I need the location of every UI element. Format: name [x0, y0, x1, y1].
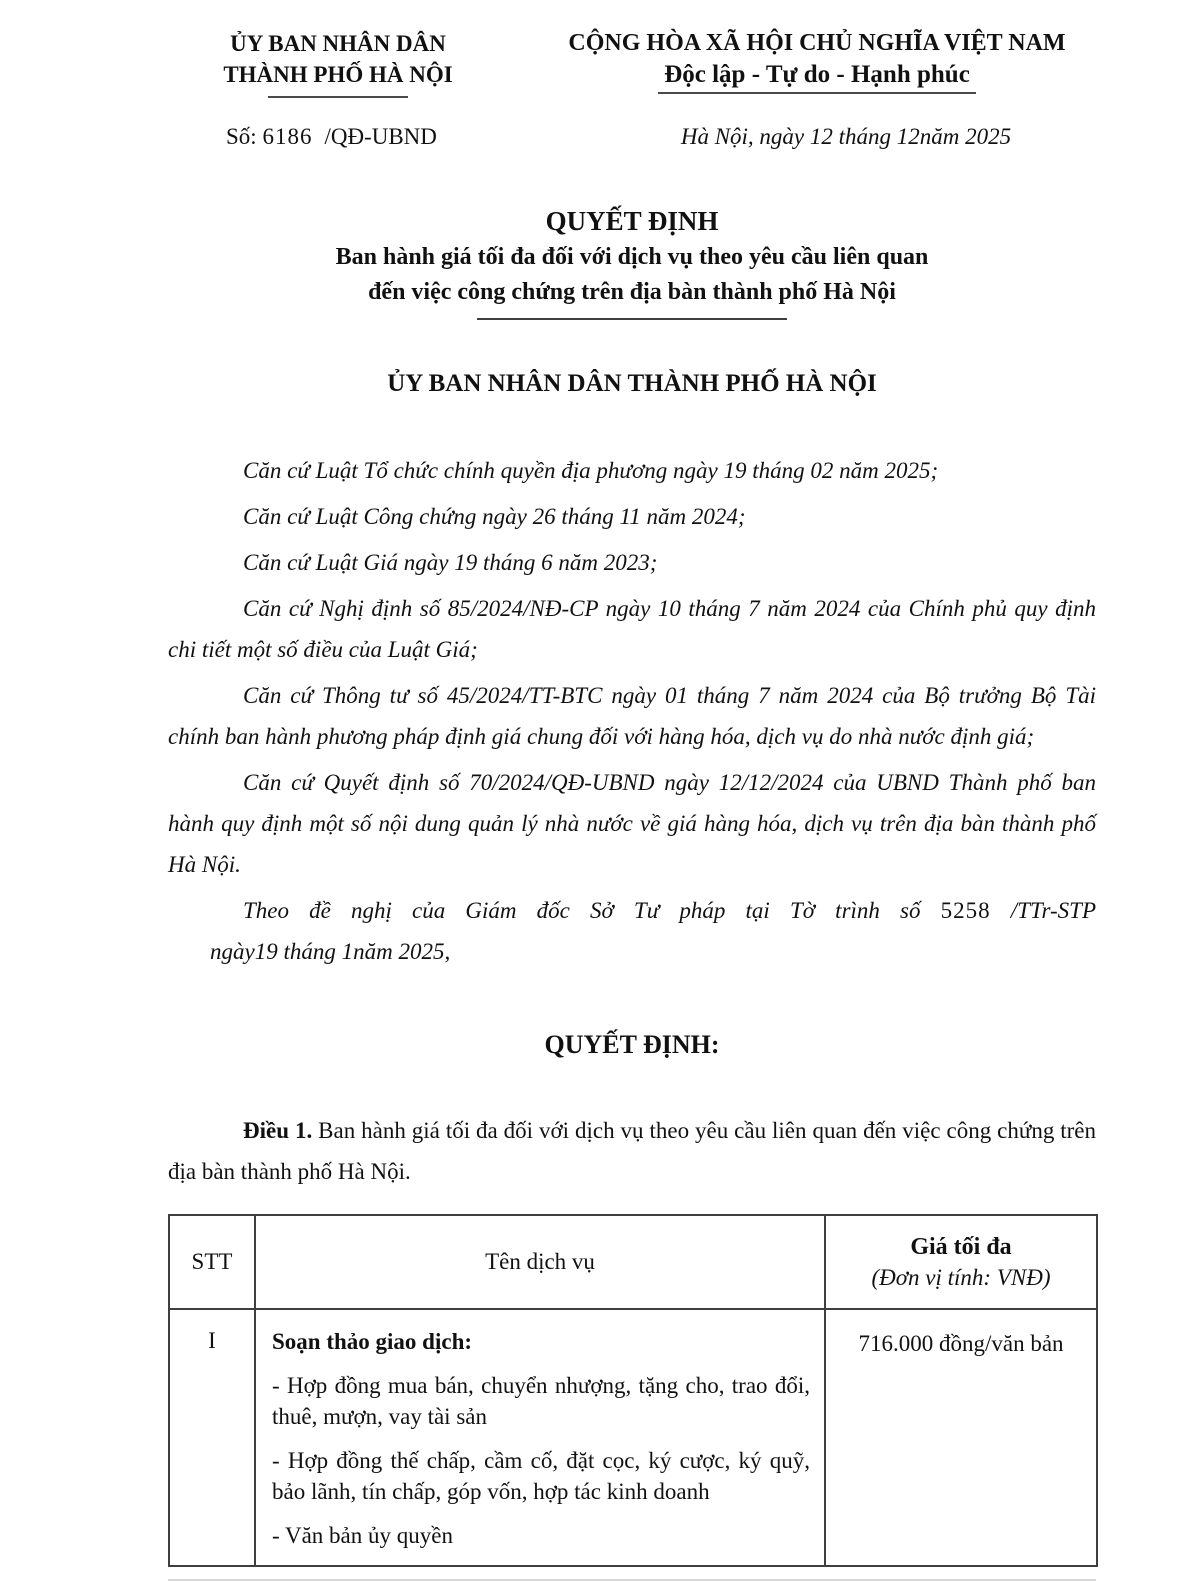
decision-subtitle-line-1: Ban hành giá tối đa đối với dịch vụ theo yêu cầu liên quan [335, 244, 929, 270]
row-service-cell [255, 1309, 825, 1566]
agency-name-line-2: THÀNH PHỐ HÀ NỘI [223, 62, 453, 87]
row-max-price: 716.000 đồng/văn bản [825, 1309, 1097, 1566]
recitals-section [168, 450, 1096, 972]
table-header-row [169, 1215, 1097, 1309]
republic-title: CỘNG HÒA XÃ HỘI CHỦ NGHĨA VIỆT NAM [568, 30, 1066, 56]
deciding-authority: ỦY BAN NHÂN DÂN THÀNH PHỐ HÀ NỘI [387, 370, 877, 397]
table-row [169, 1309, 1097, 1566]
recital-paragraph: Căn cứ Luật Công chứng ngày 26 tháng 11 năm 2024; [243, 504, 746, 529]
header-max-price-title: Giá tối đa [910, 1234, 1012, 1260]
header-service-name: Tên dịch vụ [255, 1215, 825, 1309]
document-number-suffix: /QĐ-UBND [324, 124, 437, 149]
decision-operative-heading: QUYẾT ĐỊNH: [544, 1030, 720, 1059]
place-date-month-label: tháng [832, 124, 897, 149]
agency-underline [268, 96, 408, 98]
document-number-value: 6186 [262, 124, 313, 149]
place-date-month: 12 [896, 124, 920, 149]
service-item: - Văn bản ủy quyền [272, 1523, 453, 1548]
national-motto: Độc lập - Tự do - Hạnh phúc [658, 61, 976, 94]
recital-paragraph: Căn cứ Nghị định số 85/2024/NĐ-CP ngày 10 tháng 7 năm 2024 của Chính phủ quy định chi tiết một số điều của Luật Giá; [168, 596, 1096, 662]
decision-subtitle-line-2: đến việc công chứng trên địa bàn thành phố Hà Nội [368, 279, 896, 305]
title-underline [477, 318, 787, 320]
article-1-label: Điều 1. [243, 1118, 313, 1143]
issuing-agency-block [168, 28, 508, 98]
document-content [168, 0, 1096, 1581]
recital-paragraph: Căn cứ Quyết định số 70/2024/QĐ-UBND ngày 12/12/2024 của UBND Thành phố ban hành quy định một số nội dung quản lý nhà nước về giá hàng hóa, dịch vụ trên địa bàn thành phố Hà Nội. [168, 770, 1096, 877]
proposal-day: 19 [254, 939, 278, 964]
masthead [168, 28, 1096, 98]
service-item: - Hợp đồng thế chấp, cầm cố, đặt cọc, ký cược, ký quỹ, bảo lãnh, tín chấp, góp vốn, hợp tác kinh doanh [272, 1448, 810, 1504]
header-max-price-unit: (Đơn vị tính: VNĐ) [871, 1265, 1051, 1290]
article-1-text: Ban hành giá tối đa đối với dịch vụ theo yêu cầu liên quan đến việc công chứng trên địa bàn thành phố Hà Nội. [168, 1118, 1097, 1184]
agency-name-line-1: ỦY BAN NHÂN DÂN [230, 31, 446, 56]
document-number [168, 124, 566, 150]
proposal-text-post: /TTr-STP [990, 898, 1096, 923]
article-1 [168, 1110, 1096, 1192]
max-price-table [168, 1214, 1098, 1567]
decision-title-block [168, 202, 1096, 320]
proposal-report-number: 5258 [940, 898, 991, 923]
header-max-price [825, 1215, 1097, 1309]
recital-paragraph: Căn cứ Luật Giá ngày 19 tháng 6 năm 2023; [243, 550, 658, 575]
document-meta-row [168, 124, 1096, 150]
article-1-paragraph [168, 1110, 1096, 1192]
proposal-line-2 [210, 931, 1096, 972]
proposal-tail: năm 2025, [353, 939, 451, 964]
place-date-day: 12 [809, 124, 833, 149]
document-number-label: Số: [226, 124, 263, 149]
motto-wrap [538, 61, 1096, 94]
proposal-text-pre: Theo đề nghị của Giám đốc Sở Tư pháp tại Tờ trình số [243, 898, 941, 923]
proposal-month: 1 [341, 939, 354, 964]
service-group-title: Soạn thảo giao dịch: [272, 1329, 473, 1354]
proposal-day-label: ngày [210, 939, 255, 964]
proposal-paragraph [168, 890, 1096, 972]
proposal-month-label: tháng [277, 939, 342, 964]
recital-paragraph: Căn cứ Thông tư số 45/2024/TT-BTC ngày 01 tháng 7 năm 2024 của Bộ trưởng Bộ Tài chính ban hành phương pháp định giá chung đối với hàng hóa, dịch vụ do nhà nước định giá; [168, 683, 1096, 749]
row-stt: I [169, 1309, 255, 1566]
header-stt: STT [169, 1215, 255, 1309]
place-date-year: năm 2025 [919, 124, 1012, 149]
national-header-block [538, 28, 1096, 98]
place-and-date [596, 124, 1096, 150]
service-item: - Hợp đồng mua bán, chuyển nhượng, tặng cho, trao đổi, thuê, mượn, vay tài sản [272, 1373, 810, 1429]
recital-paragraph: Căn cứ Luật Tổ chức chính quyền địa phương ngày 19 tháng 02 năm 2025; [243, 458, 939, 483]
proposal-line-1 [168, 890, 1096, 931]
decision-kind: QUYẾT ĐỊNH [545, 206, 719, 236]
place-date-prefix: Hà Nội, ngày [680, 124, 810, 149]
